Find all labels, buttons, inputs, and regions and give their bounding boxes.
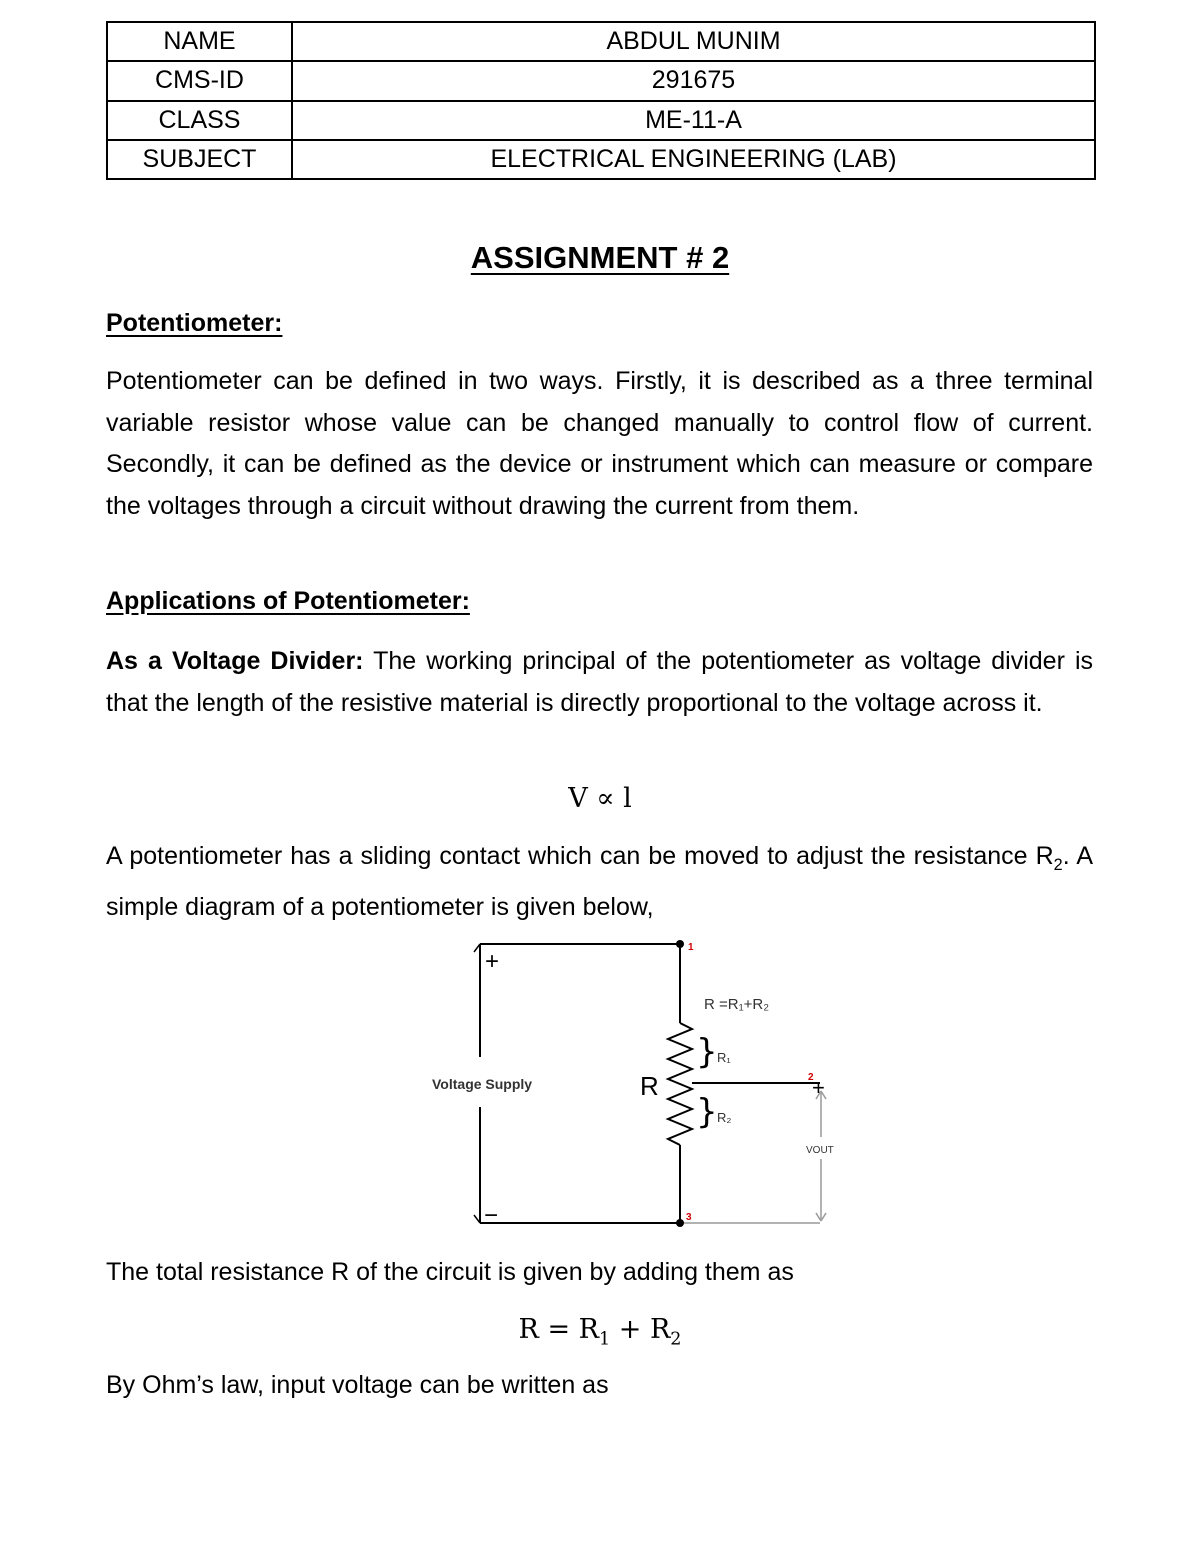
- assignment-title: [0, 240, 1200, 276]
- ohms-law-text: By Ohm’s law, input voltage can be written as: [106, 1371, 609, 1399]
- supply-plus-label: +: [485, 948, 500, 975]
- r2-label: R₂: [717, 1110, 732, 1125]
- info-label: SUBJECT: [107, 140, 292, 179]
- potentiometer-definition: Potentiometer can be defined in two ways. Firstly, it is described as a three terminal variable resistor whose value can be changed manually to control flow of current. Secondly, it can be defined as the device or instrument which can measure or compare the voltages through a circuit without drawing the current from them.: [106, 367, 1093, 520]
- r1-brace: }: [696, 1032, 718, 1072]
- potentiometer-circuit-diagram: [420, 935, 850, 1235]
- voltage-divider-paragraph: [106, 641, 1093, 724]
- node-2-label: 2: [808, 1072, 814, 1083]
- output-plus-label: +: [812, 1075, 825, 1100]
- info-row: [107, 61, 1095, 100]
- student-info-table: [106, 21, 1096, 180]
- voltage-divider-subheading: As a Voltage Divider:: [106, 647, 364, 675]
- eq-sub-1: 1: [599, 1329, 611, 1350]
- resistor-zigzag: [668, 1023, 692, 1145]
- potentiometer-heading: Potentiometer:: [106, 309, 283, 337]
- node-3-dot: [676, 1219, 684, 1227]
- sliding-contact-subscript: 2: [1053, 856, 1063, 874]
- sliding-contact-paragraph: [106, 836, 1093, 928]
- node-3-label: 3: [686, 1212, 692, 1223]
- total-resistance-label: R =R₁+R₂: [704, 996, 770, 1013]
- sliding-contact-text-a: A potentiometer has a sliding contact which can be moved to adjust the resistance R: [106, 842, 1054, 870]
- eq-sub-2: 2: [670, 1329, 682, 1350]
- info-row: [107, 140, 1095, 179]
- total-resistance-text: The total resistance R of the circuit is given by adding them as: [106, 1258, 794, 1286]
- sliding-contact-text-b: . A simple diagram of a potentiometer is given below,: [106, 842, 1093, 921]
- info-label: CMS-ID: [107, 61, 292, 100]
- node-1-label: 1: [688, 942, 694, 953]
- r1-label: R₁: [717, 1050, 731, 1065]
- eq-lhs: R = R: [518, 1314, 599, 1345]
- info-label: NAME: [107, 22, 292, 61]
- eq-mid: + R: [610, 1314, 671, 1345]
- supply-minus-label: −: [484, 1202, 499, 1229]
- voltage-supply-label: Voltage Supply: [432, 1076, 533, 1092]
- info-value: ME-11-A: [292, 101, 1095, 140]
- vout-label: VOUT: [806, 1145, 834, 1156]
- info-row: [107, 101, 1095, 140]
- info-row: [107, 22, 1095, 61]
- r2-brace: }: [696, 1092, 718, 1132]
- info-value: 291675: [292, 61, 1095, 100]
- resistor-label: R: [640, 1071, 659, 1101]
- proportionality-equation: V ∝ l: [568, 783, 632, 814]
- total-resistance-equation: [0, 1314, 1200, 1349]
- node-1-dot: [676, 940, 684, 948]
- info-value: ELECTRICAL ENGINEERING (LAB): [292, 140, 1095, 179]
- info-value: ABDUL MUNIM: [292, 22, 1095, 61]
- assignment-title-text: ASSIGNMENT # 2: [470, 240, 730, 275]
- info-label: CLASS: [107, 101, 292, 140]
- voltage-divider-text: The working principal of the potentiometer as voltage divider is that the length of the resistive material is directly proportional to the voltage across it.: [106, 647, 1094, 717]
- applications-heading: Applications of Potentiometer:: [106, 587, 470, 615]
